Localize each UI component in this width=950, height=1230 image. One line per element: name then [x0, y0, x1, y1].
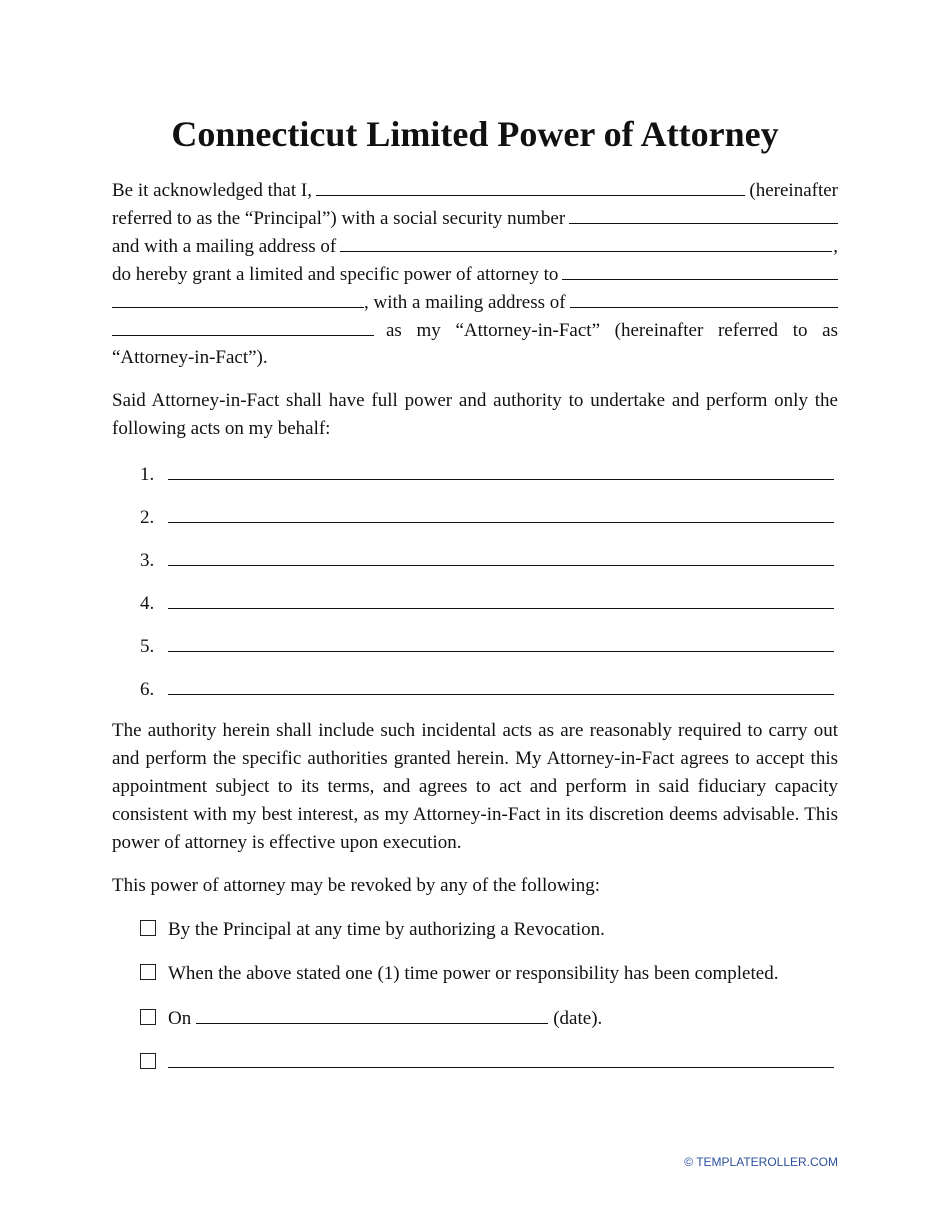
authority-text: The authority herein shall include such incidental acts as are reasonably required to carry out and perform the specific authorities granted herein. My Attorney-in-Fact agrees to accept this appointment subject to its terms, and agrees to act and perform in said fiduciary capacity consistent with my best interest, as my Attorney-in-Fact in its discretion deems advisable. This power of attorney is effective upon execution.	[112, 720, 838, 853]
act-number: 2.	[140, 507, 155, 528]
act-number: 4.	[140, 593, 155, 614]
act-item	[140, 675, 834, 703]
authority-paragraph	[112, 717, 838, 857]
act-field[interactable]	[168, 546, 834, 566]
intro-text: , with a mailing address of	[364, 292, 566, 313]
attorney-address-field[interactable]	[570, 288, 838, 308]
act-item	[140, 589, 834, 617]
act-item	[140, 546, 834, 574]
act-field[interactable]	[168, 632, 834, 652]
intro-text: referred to as the “Principal”) with a social security number	[112, 208, 566, 229]
act-item	[140, 632, 834, 660]
intro-text: and with a mailing address of	[112, 236, 337, 257]
revoke-option-text: By the Principal at any time by authorizing a Revocation.	[168, 919, 605, 940]
intro-text: “Attorney-in-Fact”).	[112, 347, 268, 368]
revoke-checkbox[interactable]	[140, 1009, 156, 1025]
act-number: 1.	[140, 464, 155, 485]
intro-text: Be it acknowledged that I,	[112, 180, 312, 201]
revoke-checkbox[interactable]	[140, 920, 156, 936]
revoke-option-text: (date).	[553, 1008, 603, 1029]
act-field[interactable]	[168, 675, 834, 695]
act-number: 5.	[140, 636, 155, 657]
revoke-intro-text: This power of attorney may be revoked by any of the following:	[112, 875, 601, 896]
intro-paragraph	[112, 176, 838, 372]
act-field[interactable]	[168, 589, 834, 609]
principal-name-field[interactable]	[316, 176, 745, 196]
revoke-checkbox[interactable]	[140, 1053, 156, 1069]
revoke-other-field[interactable]	[168, 1048, 834, 1068]
revoke-checkbox[interactable]	[140, 964, 156, 980]
act-number: 3.	[140, 550, 155, 571]
intro-text: as my “Attorney-in-Fact” (hereinafter referred to as	[386, 320, 838, 341]
attorney-address-field-cont[interactable]	[112, 316, 374, 336]
intro-text: do hereby grant a limited and specific power of attorney to	[112, 264, 559, 285]
ssn-field[interactable]	[569, 204, 838, 224]
attorney-name-field[interactable]	[562, 260, 838, 280]
revoke-option	[140, 1004, 834, 1032]
revoke-option	[140, 916, 834, 944]
footer-link[interactable]: © TEMPLATEROLLER.COM	[684, 1155, 838, 1169]
acts-intro	[112, 387, 838, 443]
revoke-option	[140, 1048, 834, 1076]
attorney-name-field-cont[interactable]	[112, 288, 364, 308]
revoke-date-field[interactable]	[196, 1004, 548, 1024]
revoke-intro	[112, 872, 838, 900]
act-field[interactable]	[168, 460, 834, 480]
act-item	[140, 460, 834, 488]
revoke-option-text: When the above stated one (1) time power or responsibility has been completed.	[168, 963, 779, 984]
act-item	[140, 503, 834, 531]
act-number: 6.	[140, 679, 155, 700]
revoke-option-text: On	[168, 1008, 192, 1029]
intro-text: ,	[833, 236, 838, 257]
intro-text: (hereinafter	[749, 180, 838, 201]
act-field[interactable]	[168, 503, 834, 523]
principal-address-field[interactable]	[340, 232, 832, 252]
acts-intro-text: Said Attorney-in-Fact shall have full power and authority to undertake and perform only the following acts on my behalf:	[112, 390, 838, 439]
document-title: Connecticut Limited Power of Attorney	[171, 114, 779, 154]
revoke-option	[140, 960, 834, 988]
